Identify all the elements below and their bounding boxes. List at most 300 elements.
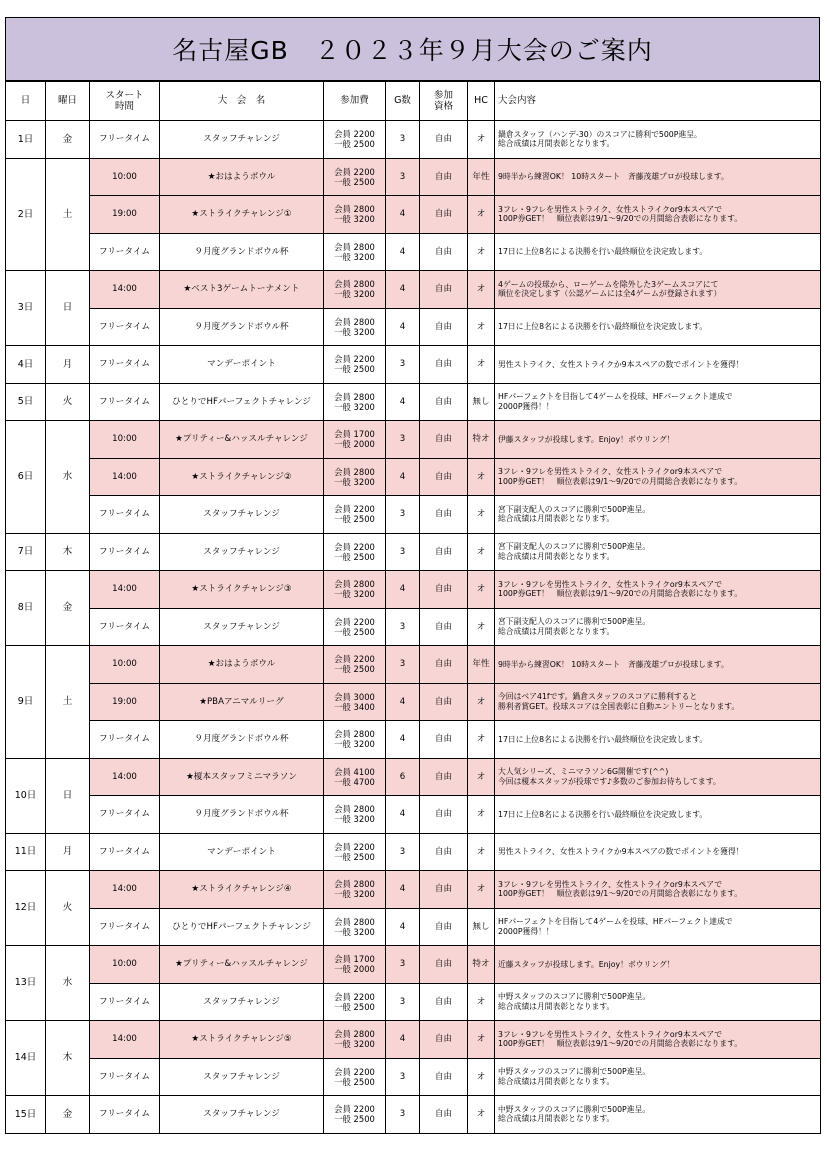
fee-general: 一般 4700 — [334, 776, 375, 787]
header-fee: 参加費 — [324, 82, 386, 121]
description-cell: 男性ストライク、女性ストライクか9本スペアの数でポイントを獲得！ — [495, 346, 821, 384]
day-cell: 14日 — [6, 1021, 46, 1096]
start-time-cell: 14:00 — [90, 458, 160, 496]
table-row — [6, 233, 821, 271]
table-row — [6, 833, 821, 871]
games-cell: 4 — [386, 233, 420, 271]
weekday-cell: 日 — [46, 271, 90, 346]
fee-general: 一般 3200 — [334, 326, 375, 337]
description-cell: 中野スタッフのスコアに勝利で500P進呈。 総合成績は月間表彰となります。 — [495, 1058, 821, 1096]
games-cell: 3 — [386, 158, 420, 196]
eligibility-cell: 自由 — [420, 158, 468, 196]
fee-cell — [324, 796, 386, 834]
event-name-cell: スタッフチャレンジ — [160, 121, 324, 159]
description-cell: 3フレ・9フレを男性ストライク、女性ストライクor9本スペアで 100P券GET！ 順位表彰は9/1～9/20での月間総合表彰になります。 — [495, 571, 821, 609]
hc-cell: オ — [468, 1096, 495, 1134]
description-cell: 3フレ・9フレを男性ストライク、女性ストライクor9本スペアで 100P券GET！ 順位表彰は9/1～9/20での月間総合表彰になります。 — [495, 196, 821, 234]
hc-cell: オ — [468, 121, 495, 159]
fee-cell — [324, 1096, 386, 1134]
event-name-cell: スタッフチャレンジ — [160, 983, 324, 1021]
day-cell: 2日 — [6, 158, 46, 271]
fee-cell — [324, 533, 386, 571]
hc-cell: オ — [468, 983, 495, 1021]
fee-general: 一般 2500 — [334, 176, 375, 187]
fee-general: 一般 2500 — [334, 364, 375, 375]
table-row — [6, 1058, 821, 1096]
description-cell: 宮下副支配人のスコアに勝利で500P進呈。 総合成績は月間表彰となります。 — [495, 608, 821, 646]
games-cell: 3 — [386, 946, 420, 984]
fee-general: 一般 3400 — [334, 701, 375, 712]
eligibility-cell: 自由 — [420, 608, 468, 646]
eligibility-cell: 自由 — [420, 646, 468, 684]
header-eligibility: 参加 資格 — [420, 82, 468, 121]
eligibility-cell: 自由 — [420, 871, 468, 909]
fee-general: 一般 3200 — [334, 214, 375, 225]
table-row — [6, 608, 821, 646]
start-time-cell: フリータイム — [90, 121, 160, 159]
games-cell: 4 — [386, 683, 420, 721]
hc-cell: オ — [468, 496, 495, 534]
weekday-cell: 木 — [46, 533, 90, 571]
fee-general: 一般 3200 — [334, 401, 375, 412]
event-name-cell: ９月度グランドボウル杯 — [160, 721, 324, 759]
table-row — [6, 1021, 821, 1059]
table-row — [6, 158, 821, 196]
day-cell: 5日 — [6, 383, 46, 421]
hc-cell: オ — [468, 233, 495, 271]
table-row — [6, 871, 821, 909]
games-cell: 3 — [386, 833, 420, 871]
description-cell: 今回はベア41fです。鍋倉スタッフのスコアに勝利すると 勝利者賞GET。投球スコアは全国表彰に自動エントリーとなります。 — [495, 683, 821, 721]
fee-general: 一般 3200 — [334, 251, 375, 262]
games-cell: 3 — [386, 1058, 420, 1096]
description-cell: HFパーフェクトを目指して4ゲームを投球、HFパーフェクト達成で 2000P獲得！！ — [495, 383, 821, 421]
hc-cell: オ — [468, 608, 495, 646]
table-row — [6, 308, 821, 346]
event-name-cell: マンデーポイント — [160, 833, 324, 871]
games-cell: 3 — [386, 646, 420, 684]
fee-member: 会員 2800 — [334, 879, 375, 890]
hc-cell: オ — [468, 533, 495, 571]
hc-cell: 特オ — [468, 421, 495, 459]
fee-cell — [324, 721, 386, 759]
fee-member: 会員 2800 — [334, 579, 375, 590]
description-cell: 17日に上位8名による決勝を行い最終順位を決定致します。 — [495, 721, 821, 759]
eligibility-cell: 自由 — [420, 796, 468, 834]
fee-cell — [324, 308, 386, 346]
start-time-cell: 10:00 — [90, 646, 160, 684]
table-row — [6, 458, 821, 496]
description-cell: 鍋倉スタッフ（ハンデ-30）のスコアに勝利で500P進呈。 総合成績は月間表彰となります。 — [495, 121, 821, 159]
description-cell: 9時半から練習OK！ 10時スタート 斉藤茂雄プロが投球します。 — [495, 158, 821, 196]
table-row — [6, 346, 821, 384]
games-cell: 4 — [386, 571, 420, 609]
table-row — [6, 271, 821, 309]
fee-member: 会員 2800 — [334, 466, 375, 477]
weekday-cell: 金 — [46, 571, 90, 646]
start-time-cell: フリータイム — [90, 346, 160, 384]
fee-member: 会員 2800 — [334, 279, 375, 290]
games-cell: 4 — [386, 383, 420, 421]
header-games: G数 — [386, 82, 420, 121]
fee-general: 一般 2500 — [334, 1114, 375, 1125]
fee-member: 会員 2800 — [334, 204, 375, 215]
start-time-cell: フリータイム — [90, 796, 160, 834]
fee-cell — [324, 983, 386, 1021]
event-name-cell: ★おはようボウル — [160, 158, 324, 196]
start-time-cell: フリータイム — [90, 496, 160, 534]
start-time-cell: 14:00 — [90, 871, 160, 909]
hc-cell: 特オ — [468, 946, 495, 984]
fee-cell — [324, 683, 386, 721]
start-time-cell: 10:00 — [90, 946, 160, 984]
hc-cell: オ — [468, 683, 495, 721]
weekday-cell: 金 — [46, 121, 90, 159]
table-row — [6, 683, 821, 721]
eligibility-cell: 自由 — [420, 121, 468, 159]
fee-cell — [324, 346, 386, 384]
start-time-cell: フリータイム — [90, 721, 160, 759]
event-name-cell: ★ストライクチャレンジ⑤ — [160, 1021, 324, 1059]
header-content: 大会内容 — [495, 82, 821, 121]
eligibility-cell: 自由 — [420, 1021, 468, 1059]
hc-cell: オ — [468, 196, 495, 234]
eligibility-cell: 自由 — [420, 271, 468, 309]
description-cell: 宮下副支配人のスコアに勝利で500P進呈。 総合成績は月間表彰となります。 — [495, 496, 821, 534]
weekday-cell: 月 — [46, 346, 90, 384]
schedule-table — [5, 81, 821, 1134]
fee-member: 会員 2200 — [334, 616, 375, 627]
fee-cell — [324, 833, 386, 871]
games-cell: 6 — [386, 758, 420, 796]
fee-cell — [324, 121, 386, 159]
games-cell: 3 — [386, 121, 420, 159]
description-cell: 3フレ・9フレを男性ストライク、女性ストライクor9本スペアで 100P券GET！ 順位表彰は9/1～9/20での月間総合表彰になります。 — [495, 1021, 821, 1059]
weekday-cell: 火 — [46, 383, 90, 421]
fee-cell — [324, 646, 386, 684]
table-row — [6, 721, 821, 759]
hc-cell: オ — [468, 833, 495, 871]
event-name-cell: ★PBAアニマルリーグ — [160, 683, 324, 721]
event-name-cell: ひとりでHFパーフェクトチャレンジ — [160, 383, 324, 421]
hc-cell: オ — [468, 308, 495, 346]
eligibility-cell: 自由 — [420, 533, 468, 571]
day-cell: 12日 — [6, 871, 46, 946]
event-name-cell: ★ストライクチャレンジ④ — [160, 871, 324, 909]
fee-cell — [324, 271, 386, 309]
fee-member: 会員 3000 — [334, 691, 375, 702]
eligibility-cell: 自由 — [420, 196, 468, 234]
fee-general: 一般 3200 — [334, 814, 375, 825]
hc-cell: オ — [468, 871, 495, 909]
games-cell: 4 — [386, 458, 420, 496]
table-row — [6, 758, 821, 796]
eligibility-cell: 自由 — [420, 833, 468, 871]
fee-general: 一般 2500 — [334, 664, 375, 675]
fee-member: 会員 2200 — [334, 654, 375, 665]
weekday-cell: 水 — [46, 946, 90, 1021]
games-cell: 3 — [386, 1096, 420, 1134]
fee-cell — [324, 1021, 386, 1059]
day-cell: 1日 — [6, 121, 46, 159]
fee-general: 一般 2500 — [334, 851, 375, 862]
description-cell: 17日に上位8名による決勝を行い最終順位を決定致します。 — [495, 308, 821, 346]
event-name-cell: ★ベスト3ゲームトーナメント — [160, 271, 324, 309]
event-name-cell: ★プリティー&ハッスルチャレンジ — [160, 421, 324, 459]
day-cell: 10日 — [6, 758, 46, 833]
fee-cell — [324, 1058, 386, 1096]
fee-member: 会員 2200 — [334, 1066, 375, 1077]
start-time-cell: フリータイム — [90, 533, 160, 571]
start-time-cell: 19:00 — [90, 196, 160, 234]
hc-cell: オ — [468, 271, 495, 309]
games-cell: 4 — [386, 308, 420, 346]
fee-cell — [324, 158, 386, 196]
table-row — [6, 796, 821, 834]
fee-cell — [324, 608, 386, 646]
fee-member: 会員 2800 — [334, 241, 375, 252]
eligibility-cell: 自由 — [420, 721, 468, 759]
event-name-cell: ９月度グランドボウル杯 — [160, 308, 324, 346]
description-cell: 伊藤スタッフが投球します。Enjoy！ボウリング！ — [495, 421, 821, 459]
games-cell: 3 — [386, 421, 420, 459]
start-time-cell: 10:00 — [90, 158, 160, 196]
description-cell: 宮下副支配人のスコアに勝利で500P進呈。 総合成績は月間表彰となります。 — [495, 533, 821, 571]
eligibility-cell: 自由 — [420, 233, 468, 271]
eligibility-cell: 自由 — [420, 946, 468, 984]
fee-member: 会員 2200 — [334, 1104, 375, 1115]
games-cell: 4 — [386, 721, 420, 759]
fee-cell — [324, 196, 386, 234]
event-name-cell: ９月度グランドボウル杯 — [160, 233, 324, 271]
games-cell: 4 — [386, 871, 420, 909]
eligibility-cell: 自由 — [420, 346, 468, 384]
table-row — [6, 421, 821, 459]
header-name: 大 会 名 — [160, 82, 324, 121]
header-hc: HC — [468, 82, 495, 121]
start-time-cell: 19:00 — [90, 683, 160, 721]
fee-general: 一般 2500 — [334, 514, 375, 525]
start-time-cell: フリータイム — [90, 383, 160, 421]
header-weekday: 曜日 — [46, 82, 90, 121]
fee-member: 会員 4100 — [334, 766, 375, 777]
hc-cell: 無し — [468, 908, 495, 946]
fee-cell — [324, 496, 386, 534]
fee-general: 一般 2500 — [334, 1001, 375, 1012]
header-start: スタート 時間 — [90, 82, 160, 121]
day-cell: 3日 — [6, 271, 46, 346]
day-cell: 15日 — [6, 1096, 46, 1134]
start-time-cell: 10:00 — [90, 421, 160, 459]
fee-member: 会員 1700 — [334, 954, 375, 965]
day-cell: 6日 — [6, 421, 46, 534]
fee-cell — [324, 233, 386, 271]
fee-general: 一般 3200 — [334, 1039, 375, 1050]
fee-member: 会員 2800 — [334, 391, 375, 402]
header-row — [6, 82, 821, 121]
description-cell: 3フレ・9フレを男性ストライク、女性ストライクor9本スペアで 100P券GET！ 順位表彰は9/1～9/20での月間総合表彰になります。 — [495, 458, 821, 496]
hc-cell: 無し — [468, 383, 495, 421]
fee-member: 会員 2800 — [334, 316, 375, 327]
page-title: 名古屋GB ２０２３年９月大会のご案内 — [5, 17, 820, 81]
eligibility-cell: 自由 — [420, 1096, 468, 1134]
weekday-cell: 水 — [46, 421, 90, 534]
fee-cell — [324, 758, 386, 796]
fee-cell — [324, 871, 386, 909]
table-row — [6, 646, 821, 684]
games-cell: 4 — [386, 908, 420, 946]
description-cell: 中野スタッフのスコアに勝利で500P進呈。 総合成績は月間表彰となります。 — [495, 983, 821, 1021]
day-cell: 9日 — [6, 646, 46, 759]
start-time-cell: フリータイム — [90, 908, 160, 946]
header-day: 日 — [6, 82, 46, 121]
start-time-cell: フリータイム — [90, 1058, 160, 1096]
event-name-cell: ★ストライクチャレンジ② — [160, 458, 324, 496]
fee-member: 会員 1700 — [334, 429, 375, 440]
fee-cell — [324, 383, 386, 421]
fee-general: 一般 3200 — [334, 589, 375, 600]
description-cell: 中野スタッフのスコアに勝利で500P進呈。 総合成績は月間表彰となります。 — [495, 1096, 821, 1134]
day-cell: 4日 — [6, 346, 46, 384]
weekday-cell: 金 — [46, 1096, 90, 1134]
hc-cell: オ — [468, 796, 495, 834]
hc-cell: オ — [468, 571, 495, 609]
event-name-cell: マンデーポイント — [160, 346, 324, 384]
weekday-cell: 日 — [46, 758, 90, 833]
table-row — [6, 383, 821, 421]
table-row — [6, 946, 821, 984]
event-name-cell: ★プリティー&ハッスルチャレンジ — [160, 946, 324, 984]
event-name-cell: スタッフチャレンジ — [160, 608, 324, 646]
fee-member: 会員 2200 — [334, 991, 375, 1002]
hc-cell: オ — [468, 458, 495, 496]
fee-member: 会員 2800 — [334, 804, 375, 815]
eligibility-cell: 自由 — [420, 571, 468, 609]
weekday-cell: 土 — [46, 158, 90, 271]
games-cell: 4 — [386, 1021, 420, 1059]
start-time-cell: 14:00 — [90, 758, 160, 796]
event-name-cell: スタッフチャレンジ — [160, 496, 324, 534]
event-name-cell: ★ストライクチャレンジ① — [160, 196, 324, 234]
eligibility-cell: 自由 — [420, 308, 468, 346]
description-cell: 9時半から練習OK！ 10時スタート 斉藤茂雄プロが投球します。 — [495, 646, 821, 684]
games-cell: 4 — [386, 196, 420, 234]
fee-general: 一般 3200 — [334, 889, 375, 900]
fee-member: 会員 2200 — [334, 166, 375, 177]
day-cell: 7日 — [6, 533, 46, 571]
fee-general: 一般 2000 — [334, 439, 375, 450]
event-name-cell: ★おはようボウル — [160, 646, 324, 684]
fee-member: 会員 2800 — [334, 916, 375, 927]
eligibility-cell: 自由 — [420, 496, 468, 534]
description-cell: 近藤スタッフが投球します。Enjoy！ボウリング！ — [495, 946, 821, 984]
fee-general: 一般 2500 — [334, 1076, 375, 1087]
eligibility-cell: 自由 — [420, 421, 468, 459]
event-name-cell: ★榎本スタッフミニマラソン — [160, 758, 324, 796]
schedule-body — [6, 121, 821, 1134]
fee-member: 会員 2200 — [334, 129, 375, 140]
table-row — [6, 908, 821, 946]
table-row — [6, 496, 821, 534]
table-row — [6, 571, 821, 609]
games-cell: 3 — [386, 983, 420, 1021]
event-name-cell: ９月度グランドボウル杯 — [160, 796, 324, 834]
table-row — [6, 1096, 821, 1134]
hc-cell: オ — [468, 1058, 495, 1096]
description-cell: 17日に上位8名による決勝を行い最終順位を決定致します。 — [495, 233, 821, 271]
description-cell: 4ゲームの投球から、ローゲームを除外した3ゲームスコアにて 順位を決定します（公認ゲームには全4ゲームが登録されます） — [495, 271, 821, 309]
start-time-cell: フリータイム — [90, 608, 160, 646]
fee-member: 会員 2800 — [334, 729, 375, 740]
fee-cell — [324, 946, 386, 984]
fee-cell — [324, 908, 386, 946]
hc-cell: オ — [468, 1021, 495, 1059]
event-name-cell: スタッフチャレンジ — [160, 1058, 324, 1096]
day-cell: 11日 — [6, 833, 46, 871]
event-name-cell: スタッフチャレンジ — [160, 533, 324, 571]
eligibility-cell: 自由 — [420, 908, 468, 946]
start-time-cell: フリータイム — [90, 308, 160, 346]
weekday-cell: 火 — [46, 871, 90, 946]
fee-general: 一般 3200 — [334, 289, 375, 300]
event-name-cell: ひとりでHFパーフェクトチャレンジ — [160, 908, 324, 946]
eligibility-cell: 自由 — [420, 1058, 468, 1096]
hc-cell: オ — [468, 346, 495, 384]
start-time-cell: フリータイム — [90, 233, 160, 271]
weekday-cell: 木 — [46, 1021, 90, 1096]
description-cell: 男性ストライク、女性ストライクか9本スペアの数でポイントを獲得！ — [495, 833, 821, 871]
eligibility-cell: 自由 — [420, 383, 468, 421]
start-time-cell: フリータイム — [90, 1096, 160, 1134]
table-row — [6, 533, 821, 571]
table-row — [6, 196, 821, 234]
games-cell: 3 — [386, 346, 420, 384]
start-time-cell: フリータイム — [90, 983, 160, 1021]
games-cell: 3 — [386, 533, 420, 571]
description-cell: 17日に上位8名による決勝を行い最終順位を決定致します。 — [495, 796, 821, 834]
table-row — [6, 121, 821, 159]
fee-cell — [324, 421, 386, 459]
day-cell: 13日 — [6, 946, 46, 1021]
fee-general: 一般 2500 — [334, 626, 375, 637]
fee-cell — [324, 571, 386, 609]
day-cell: 8日 — [6, 571, 46, 646]
hc-cell: 年性 — [468, 158, 495, 196]
games-cell: 3 — [386, 608, 420, 646]
start-time-cell: 14:00 — [90, 271, 160, 309]
fee-cell — [324, 458, 386, 496]
eligibility-cell: 自由 — [420, 758, 468, 796]
fee-member: 会員 2200 — [334, 541, 375, 552]
start-time-cell: フリータイム — [90, 833, 160, 871]
event-name-cell: スタッフチャレンジ — [160, 1096, 324, 1134]
hc-cell: オ — [468, 758, 495, 796]
event-name-cell: ★ストライクチャレンジ③ — [160, 571, 324, 609]
fee-member: 会員 2800 — [334, 1029, 375, 1040]
fee-member: 会員 2200 — [334, 354, 375, 365]
eligibility-cell: 自由 — [420, 683, 468, 721]
eligibility-cell: 自由 — [420, 983, 468, 1021]
start-time-cell: 14:00 — [90, 571, 160, 609]
weekday-cell: 月 — [46, 833, 90, 871]
weekday-cell: 土 — [46, 646, 90, 759]
fee-general: 一般 3200 — [334, 476, 375, 487]
fee-member: 会員 2200 — [334, 504, 375, 515]
eligibility-cell: 自由 — [420, 458, 468, 496]
description-cell: 3フレ・9フレを男性ストライク、女性ストライクor9本スペアで 100P券GET！ 順位表彰は9/1～9/20での月間総合表彰になります。 — [495, 871, 821, 909]
fee-member: 会員 2200 — [334, 841, 375, 852]
hc-cell: 年性 — [468, 646, 495, 684]
